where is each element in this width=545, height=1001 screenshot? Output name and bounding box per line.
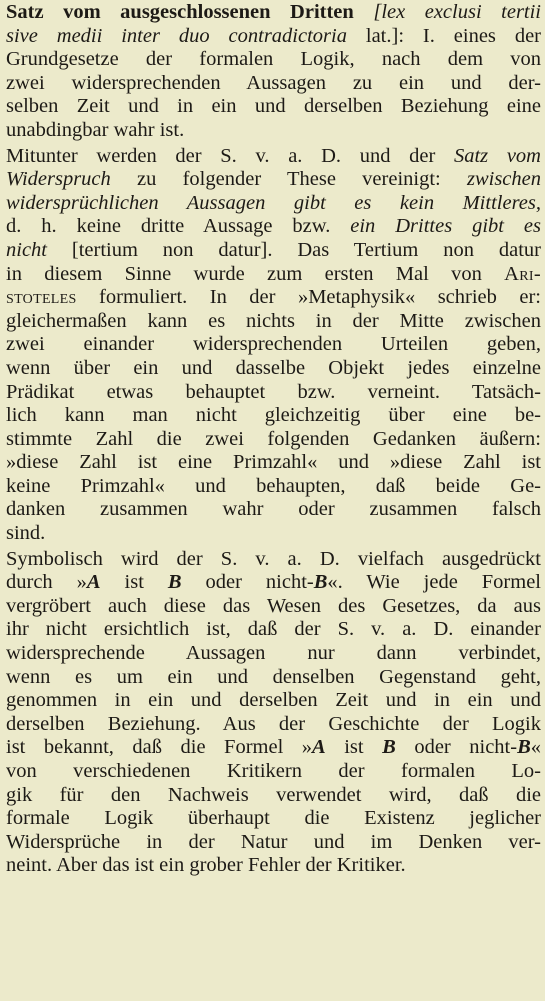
body-text: oder nicht- (181, 571, 314, 594)
body-text: selben Zeit und in ein und derselben Beziehung eine (6, 95, 541, 118)
text-line (6, 760, 541, 784)
formula-symbol: A (86, 571, 101, 594)
text-line (6, 310, 541, 334)
author-name: stoteles (6, 286, 77, 309)
body-text: lich kann man nicht gleichzeitig über eine be- (6, 404, 541, 427)
text-line (6, 498, 541, 522)
text-line (6, 784, 541, 808)
body-text: ist (100, 571, 168, 594)
body-text: zu folgender These vereinigt: (110, 168, 467, 191)
text-line (6, 642, 541, 666)
headword: Satz vom ausgeschlossenen Dritten (6, 1, 354, 23)
body-text: derselben Beziehung. Aus der Geschichte der Logik (6, 712, 541, 735)
body-text: durch » (6, 571, 87, 594)
text-line (6, 48, 541, 72)
italic-text: lex exclusi tertii (381, 1, 541, 23)
text-line (6, 95, 541, 119)
text-line (6, 168, 541, 192)
text-line (6, 713, 541, 737)
body-text: lat.]: I. eines der (346, 24, 541, 47)
body-text: ist bekannt, daß die Formel » (6, 736, 313, 759)
formula-symbol: B (382, 736, 396, 759)
body-text: oder nicht- (395, 736, 518, 759)
formula-symbol: A (312, 736, 326, 759)
text-line (6, 831, 541, 855)
text-line (6, 381, 541, 405)
body-text: formale Logik überhaupt die Existenz jeglicher (6, 807, 541, 830)
body-text: von verschiedenen Kritikern der formalen Lo- (6, 760, 541, 782)
text-line (6, 404, 541, 428)
body-text: »diese Zahl ist eine Primzahl« und »diese Zahl ist (6, 451, 541, 474)
body-text: widersprechende Aussagen nur dann verbindet, (6, 642, 541, 665)
body-text: Widersprüche in der Natur und im Denken ver- (6, 830, 541, 853)
text-line (6, 475, 541, 499)
text-line (6, 666, 541, 690)
text-line (6, 192, 541, 216)
body-text: Grundgesetze der formalen Logik, nach dem von (6, 48, 541, 71)
body-text: d. h. keine dritte Aussage bzw. (6, 215, 351, 238)
body-text: zwei einander widersprechenden Urteilen geben, (6, 333, 541, 356)
paragraph-2 (6, 145, 541, 546)
text-line (6, 522, 541, 546)
text-line (6, 451, 541, 475)
body-text: keine Primzahl« und behaupten, daß beide Ge- (6, 474, 541, 497)
body-text: Mitunter werden der S. v. a. D. und der (6, 144, 454, 167)
body-text: stimmte Zahl die zwei folgenden Gedanken äußern: (6, 427, 541, 450)
text-line (6, 854, 541, 878)
dictionary-page (0, 1, 545, 1001)
body-text: vergröbert auch diese das Wesen des Gesetzes, da aus (6, 594, 541, 617)
text-line (6, 548, 541, 572)
body-text: ist (325, 736, 383, 759)
italic-text: ein Drittes gibt es (350, 215, 541, 238)
body-text: formuliert. In der »Metaphysik« schrieb er: (76, 286, 541, 309)
body-text: ihr nicht ersichtlich ist, daß der S. v. a. D. einander (6, 618, 541, 641)
body-text: zwei widersprechenden Aussagen zu ein und der- (6, 71, 541, 94)
text-line (6, 689, 541, 713)
body-text: «. Wie jede Formel (327, 571, 541, 594)
paragraph-3 (6, 548, 541, 878)
italic-text: [ (373, 1, 382, 23)
text-line (6, 145, 541, 169)
body-text: wenn über ein und dasselbe Objekt jedes einzelne (6, 356, 541, 379)
italic-text: sive medii inter duo contradictoria (6, 24, 347, 47)
text-line (6, 239, 541, 263)
body-text: neint. Aber das ist ein grober Fehler der Kritiker. (6, 854, 406, 877)
italic-text: widersprüchlichen Aussagen gibt es kein Mittleres, (6, 191, 541, 214)
italic-text: nicht (6, 238, 47, 261)
text-line (6, 807, 541, 831)
formula-symbol: B (313, 571, 328, 594)
text-line (6, 72, 541, 96)
text-line (6, 215, 541, 239)
body-text: genommen in ein und derselben Zeit und in ein und (6, 689, 541, 712)
text-line (6, 571, 541, 595)
text-line (6, 119, 541, 143)
text-line (6, 263, 541, 287)
body-text: wenn es um ein und denselben Gegenstand geht, (6, 665, 541, 688)
body-text: in diesem Sinne wurde zum ersten Mal von (6, 262, 505, 285)
text-line (6, 357, 541, 381)
body-text: unabdingbar wahr ist. (6, 118, 185, 141)
italic-text: zwischen (466, 168, 541, 191)
text-line (6, 1, 541, 25)
body-text: gik für den Nachweis verwendet wird, daß die (6, 783, 541, 806)
italic-text: Widerspruch (6, 168, 111, 191)
text-line (6, 595, 541, 619)
text-line (6, 736, 541, 760)
body-text: « (530, 736, 541, 759)
body-text: danken zusammen wahr oder zusammen falsch (6, 498, 541, 521)
body-text: gleichermaßen kann es nichts in der Mitte zwischen (6, 309, 541, 332)
text-line (6, 25, 541, 49)
body-text: Prädikat etwas behauptet bzw. verneint. Tatsäch- (6, 380, 541, 403)
body-text: Symbolisch wird der S. v. a. D. vielfach ausgedrückt (6, 547, 541, 570)
author-name: Ari- (504, 262, 541, 285)
text-line (6, 618, 541, 642)
body-text: [tertium non datur]. Das Tertium non datur (47, 238, 541, 261)
italic-text: Satz vom (453, 144, 541, 167)
paragraph-1 (6, 1, 541, 143)
text-line (6, 286, 541, 310)
body-text: sind. (6, 522, 46, 545)
formula-symbol: B (517, 736, 531, 759)
formula-symbol: B (167, 571, 182, 594)
text-line (6, 333, 541, 357)
text-line (6, 428, 541, 452)
body-text (354, 1, 374, 23)
